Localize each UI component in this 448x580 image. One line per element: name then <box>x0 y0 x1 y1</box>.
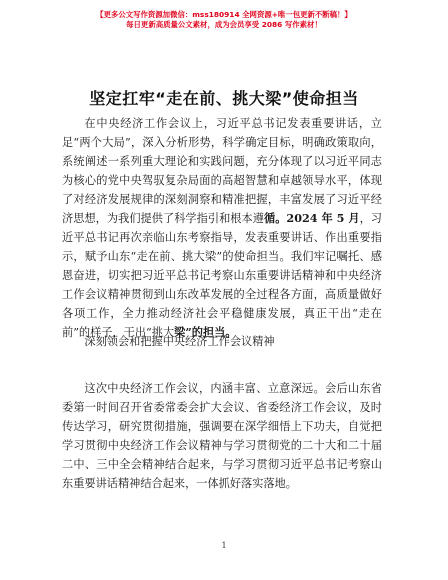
paragraph-intro <box>62 114 382 342</box>
paragraph-section-body <box>62 379 382 493</box>
paragraph-intro-emphasis-2: 梁”的担当。 <box>174 325 237 339</box>
document-title: 坚定扛牢“走在前、挑大梁”使命担当 <box>89 89 359 108</box>
paragraph-section-body-text: 这次中央经济工作会议，内涵丰富、立意深远。会后山东省委第一时间召开省委常委会扩大会议、省委经济工作会议，及时传达学习，研究贯彻措施，强调要在深学细悟上下功夫，自觉把学习贯彻中央经济工作会议精神与学习贯彻党的二十大和二十届二中、三中全会精神结合起来，与学习贯彻习近平总书记考察山东重要讲话精神结合起来，一体抓好落实落地。 <box>62 382 382 490</box>
paragraph-intro-emphasis-1: 循。2024 年 5 月 <box>263 211 360 225</box>
section-heading <box>62 332 382 351</box>
promo-banner <box>0 10 448 30</box>
paragraph-intro-text-1: 在中央经济工作会议上，习近平总书记发表重要讲话，立足“两个大局”，深入分析形势，科学确定目标，明确政策取向，系统阐述一系列重大理论和实践问题，充分体现了以习近平同志为核心的党中央驾驭复杂局面的高超智慧和卓越领导水平，体现了对经济发展规律的深刻洞察和精准把握，丰富发展了习近平经济思想，为我们提供了科学指引和根本遵 <box>62 117 382 225</box>
promo-banner-line2: 每日更新高质量公文素材，成为会员享受 2086 写作素材！ <box>126 20 322 29</box>
paragraph-intro-text-2: ，习近平总书记再次亲临山东考察指导，发表重要讲话、作出重要指示，赋予山东“走在前、挑大梁”的使命担当。我们牢记嘱托、感恩奋进，切实把习近平总书记考察山东重要讲话精神和中央经济工作会议精神贯彻到山东改革发展的全过程各方面，高质量做好各项工作，全力推动经济社会平稳健康发展，真正干出“走在前”的样子，干出“挑大 <box>62 212 382 339</box>
page-number: 1 <box>221 541 227 550</box>
promo-banner-line1: 【更多公文写作资源加微信：mss180914 全网资源+唯一包更新不断稿！】 <box>96 10 352 19</box>
section-heading-text: 深刻领会和把握中央经济工作会议精神 <box>84 335 275 348</box>
